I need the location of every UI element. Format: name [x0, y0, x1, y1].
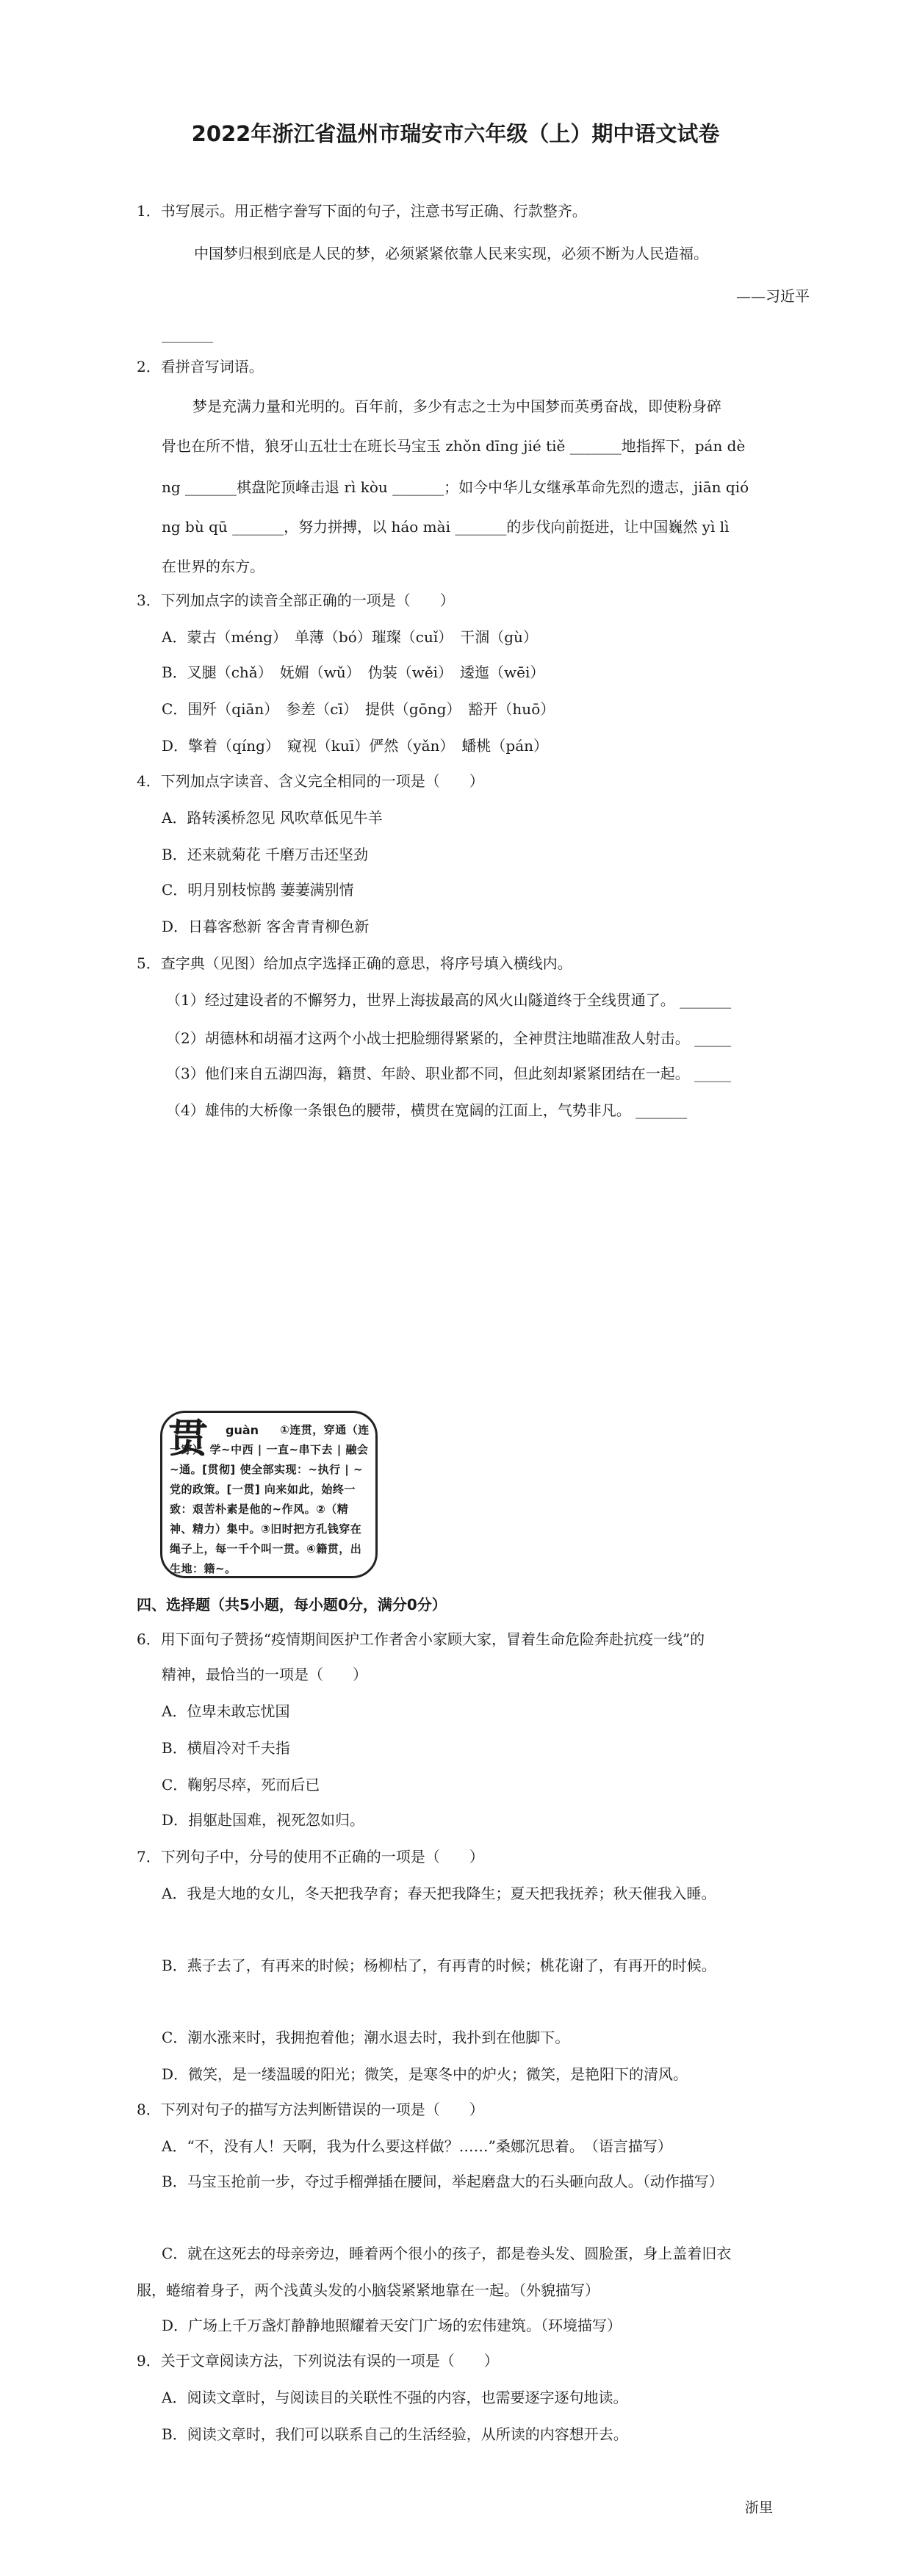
q7-option-b[interactable]: B．燕子去了，有再来的时候；杨柳枯了，有再青的时候；桃花谢了，有再开的时候。: [162, 1957, 716, 1974]
q6-option-c[interactable]: C．鞠躬尽瘁，死而后已: [162, 1776, 320, 1794]
q6-option-a[interactable]: A．位卑未敢忘忧国: [162, 1702, 290, 1720]
q3-option-c[interactable]: C．围歼（qiān） 参差（cī） 提供（gōng） 豁开（huō）: [162, 700, 555, 718]
q8-stem: 8．下列对句子的描写方法判断错误的一项是（ ）: [137, 2101, 484, 2118]
q2-line: 骨也在所不惜，狼牙山五壮士在班长马宝玉 zhǒn dīng jié tiě _______地指挥下，pán dè: [162, 437, 746, 455]
q7-stem: 7．下列句子中，分号的使用不正确的一项是（ ）: [137, 1848, 484, 1866]
q7-option-c[interactable]: C．潮水涨来时，我拥抱着他；潮水退去时，我扑到在他脚下。: [162, 2029, 570, 2046]
q9-option-a[interactable]: A．阅读文章时，与阅读目的关联性不强的内容，也需要逐字逐句地读。: [162, 2389, 628, 2406]
q2-line: ng _______棋盘陀顶峰击退 rì kòu _______；如今中华儿女继承革命先烈的遗志，jiān qió: [162, 478, 749, 496]
q8-option-d[interactable]: D．广场上千万盏灯静静地照耀着天安门广场的宏伟建筑。（环境描写）: [162, 2317, 622, 2334]
q4-stem: 4．下列加点字读音、含义完全相同的一项是（ ）: [137, 772, 484, 790]
dictionary-definition: ①连贯，穿通（连一穿）；学~中西 | 一直~串下去 | 融会~通。[贯彻] 使全部实现：~执行 | ~党的政策。[一贯] 向来如此，始终一致：艰苦朴素是他的~作风。②（精神、精力）集中。③旧时把方孔钱穿在绳子上，每一千个叫一贯。④籍贯，出生地：籍~。: [170, 1423, 370, 1575]
q5-item-2[interactable]: （2）胡德林和胡福才这两个小战士把脸绷得紧紧的，全神贯注地瞄准敌人射击。 _____: [166, 1029, 732, 1047]
q6-stem: 6．用下面句子赞扬“疫情期间医护工作者舍小家顾大家，冒着生命危险奔赴抗疫一线”的: [137, 1630, 705, 1648]
q1-answer-blank[interactable]: _______: [162, 325, 213, 343]
q2-line: ng bù qū _______，努力拼搏，以 háo mài _______的步伐向前挺进，让中国巍然 yì lì: [162, 518, 730, 536]
section-4-heading: 四、选择题（共5小题，每小题0分，满分0分）: [137, 1596, 447, 1613]
q8-option-c-cont: 服，蜷缩着身子，两个浅黄头发的小脑袋紧紧地靠在一起。（外貌描写）: [137, 2281, 599, 2299]
q2-line: 在世界的东方。: [162, 558, 264, 575]
q5-item-1[interactable]: （1）经过建设者的不懈努力，世界上海拔最高的风火山隧道终于全线贯通了。 _______: [166, 991, 732, 1009]
q6-stem-cont: 精神，最恰当的一项是（ ）: [162, 1666, 367, 1683]
q4-option-c[interactable]: C．明月别枝惊鹊 萋萋满别情: [162, 881, 354, 899]
q3-option-a[interactable]: A．蒙古（méng） 单薄（bó）璀璨（cuǐ） 干涸（gù）: [162, 628, 538, 646]
q5-item-3[interactable]: （3）他们来自五湖四海，籍贯、年龄、职业都不同，但此刻却紧紧团结在一起。 _____: [166, 1065, 732, 1082]
q3-option-d[interactable]: D．擎着（qíng） 窥视（kuī）俨然（yǎn） 蟠桃（pán）: [162, 737, 549, 755]
q2-line: 梦是充满力量和光明的。百年前，多少有志之士为中国梦而英勇奋战，即使粉身碎: [192, 397, 721, 415]
dictionary-entry-card: [160, 1411, 378, 1578]
q2-stem: 2．看拼音写词语。: [137, 358, 264, 375]
q7-option-d[interactable]: D．微笑，是一缕温暖的阳光；微笑，是寒冬中的炉火；微笑，是艳阳下的清风。: [162, 2065, 688, 2083]
q9-option-b[interactable]: B．阅读文章时，我们可以联系自己的生活经验，从所读的内容想开去。: [162, 2425, 628, 2443]
q9-stem: 9．关于文章阅读方法，下列说法有误的一项是（ ）: [137, 2352, 499, 2370]
page-footer: 浙里: [745, 2500, 774, 2516]
q4-option-d[interactable]: D．日暮客愁新 客舍青青柳色新: [162, 918, 370, 935]
q6-option-b[interactable]: B．横眉冷对千夫指: [162, 1739, 290, 1757]
q5-item-4[interactable]: （4）雄伟的大桥像一条银色的腰带，横贯在宽阔的江面上，气势非凡。 _______: [166, 1101, 688, 1119]
q8-option-c[interactable]: C．就在这死去的母亲旁边，睡着两个很小的孩子，都是卷头发、圆脸蛋，身上盖着旧衣: [162, 2245, 732, 2262]
q8-option-b[interactable]: B．马宝玉抢前一步，夺过手榴弹插在腰间，举起磨盘大的石头砸向敌人。（动作描写）: [162, 2173, 724, 2190]
q1-author: ——习近平: [736, 287, 810, 305]
q1-stem: 1．书写展示。用正楷字誊写下面的句子，注意书写正确、行款整齐。: [137, 202, 587, 220]
q3-stem: 3．下列加点字的读音全部正确的一项是（ ）: [137, 591, 455, 609]
q4-option-b[interactable]: B．还来就菊花 千磨万击还坚劲: [162, 846, 369, 863]
q1-quote: 中国梦归根到底是人民的梦，必须紧紧依靠人民来实现，必须不断为人民造福。: [194, 245, 708, 262]
q6-option-d[interactable]: D．捐躯赴国难，视死忽如归。: [162, 1811, 365, 1829]
dictionary-headword: 贯: [168, 1414, 208, 1461]
q8-option-a[interactable]: A．“不，没有人！天啊，我为什么要这样做？……”桑娜沉思着。 （语言描写）: [162, 2137, 672, 2155]
q7-option-a[interactable]: A．我是大地的女儿，冬天把我孕育；春天把我降生；夏天把我抚养；秋天催我入睡。: [162, 1885, 716, 1902]
q4-option-a[interactable]: A．路转溪桥忽见 风吹草低见牛羊: [162, 809, 383, 827]
q5-stem: 5．查字典（见图）给加点字选择正确的意思，将序号填入横线内。: [137, 954, 572, 972]
q3-option-b[interactable]: B．叉腿（chǎ） 妩媚（wǔ） 伪装（wěi） 逶迤（wēi）: [162, 663, 545, 681]
page-title: 2022年浙江省温州市瑞安市六年级（上）期中语文试卷: [191, 121, 720, 146]
dictionary-pinyin: guàn: [226, 1423, 259, 1437]
